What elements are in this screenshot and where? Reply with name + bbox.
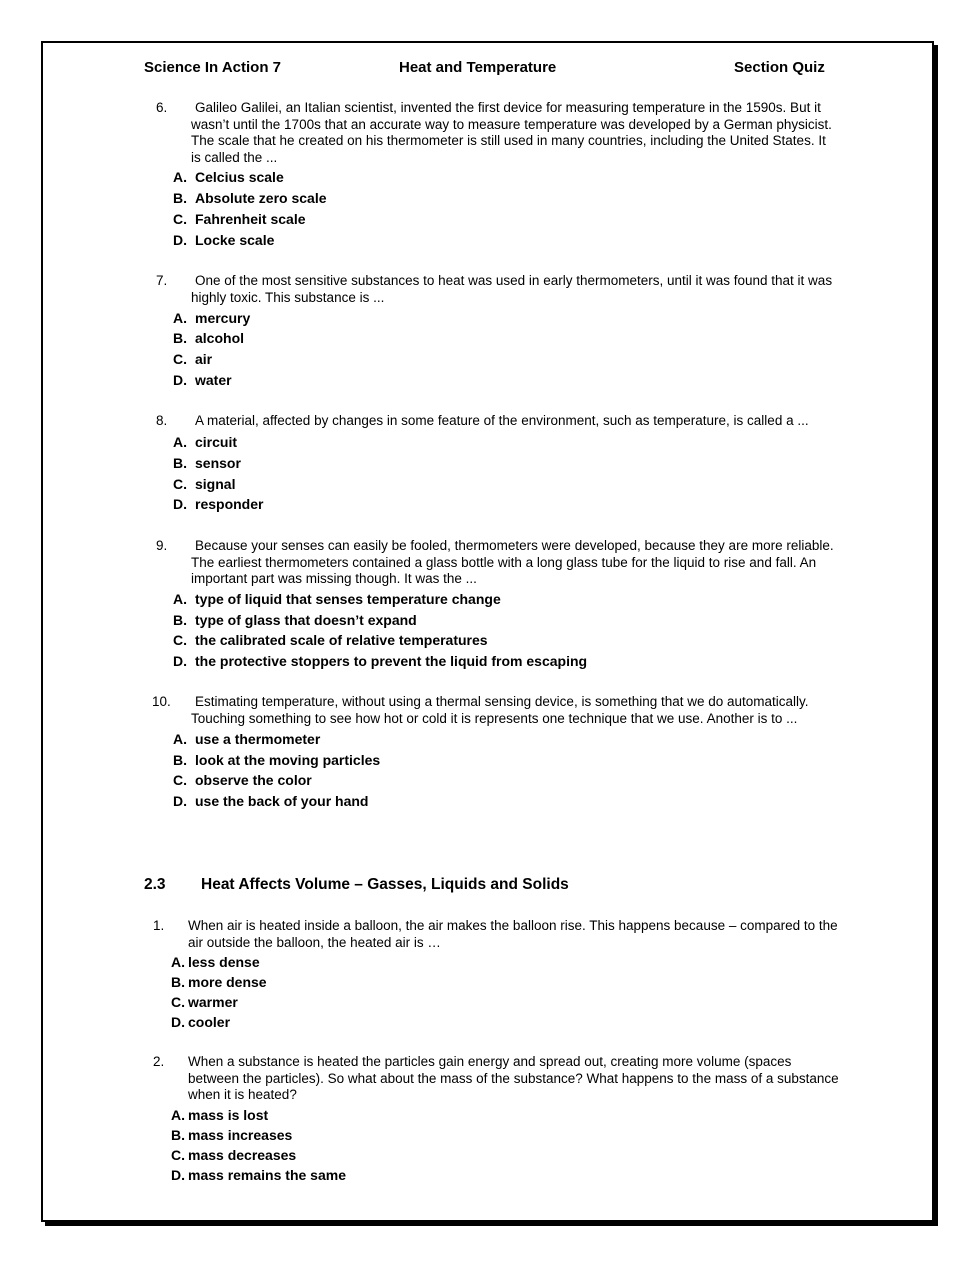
- option-b[interactable]: [173, 330, 244, 347]
- option-text: mass remains the same: [188, 1167, 346, 1183]
- option-letter: A.: [173, 731, 187, 747]
- option-c[interactable]: [173, 632, 488, 649]
- option-text: circuit: [195, 434, 238, 450]
- option-text: Celcius scale: [195, 169, 284, 185]
- option-a[interactable]: [171, 954, 260, 971]
- option-letter: B.: [173, 752, 187, 768]
- option-text: observe the color: [195, 772, 312, 788]
- option-b[interactable]: [173, 455, 241, 472]
- option-letter: A.: [173, 434, 187, 450]
- option-b[interactable]: [171, 1127, 292, 1144]
- option-c[interactable]: [171, 1147, 296, 1164]
- option-text: mass decreases: [188, 1147, 297, 1163]
- question-number: 8.: [156, 413, 168, 428]
- option-letter: D.: [173, 372, 187, 388]
- option-letter: C.: [171, 994, 185, 1010]
- unit-title: Heat and Temperature: [399, 59, 557, 76]
- option-text: alcohol: [195, 330, 245, 346]
- option-letter: D.: [173, 496, 187, 512]
- option-text: mercury: [195, 310, 251, 326]
- option-d[interactable]: [173, 372, 232, 389]
- quiz-type: Section Quiz: [734, 59, 825, 76]
- question-text: Because your senses can easily be fooled, thermometers were developed, because they are more reliable. The earliest thermometers contained a glass bottle with a long glass tube for the liquid to rise and fall. An important part was missing though. It was the ...: [191, 538, 834, 586]
- option-a[interactable]: [173, 169, 284, 186]
- option-c[interactable]: [173, 211, 306, 228]
- question-number: 9.: [156, 538, 168, 553]
- option-d[interactable]: [173, 653, 587, 670]
- option-letter: B.: [173, 612, 187, 628]
- option-text: cooler: [188, 1014, 231, 1030]
- question-number: 7.: [156, 273, 168, 288]
- question-number: 1.: [153, 918, 165, 933]
- question-number: 10.: [152, 694, 171, 709]
- option-text: mass is lost: [188, 1107, 269, 1123]
- option-b[interactable]: [173, 190, 327, 207]
- option-letter: A.: [173, 169, 187, 185]
- question-text: When a substance is heated the particles gain energy and spread out, creating more volume (spaces between the particles). So what about the mass of the substance? What happens to the mass of a substance when it is heated?: [188, 1054, 839, 1102]
- option-c[interactable]: [173, 476, 235, 493]
- option-text: more dense: [188, 974, 267, 990]
- question-text: Galileo Galilei, an Italian scientist, invented the first device for measuring temperature in the 1590s. But it wasn’t until the 1700s that an accurate way to measure temperature was developed by a German physicist. The scale that he created on his thermometer is still used in many countries, including the United States. It is called the ...: [191, 100, 832, 165]
- option-text: signal: [195, 476, 236, 492]
- option-text: less dense: [188, 954, 260, 970]
- option-text: the calibrated scale of relative temperatures: [195, 632, 488, 648]
- option-text: the protective stoppers to prevent the liquid from escaping: [195, 653, 588, 669]
- option-c[interactable]: [173, 772, 312, 789]
- option-a[interactable]: [171, 1107, 268, 1124]
- question-text: Estimating temperature, without using a thermal sensing device, is something that we do automatically. Touching something to see how hot or cold it is represents one technique that we use. Another is to ...: [191, 694, 809, 726]
- option-text: type of glass that doesn’t expand: [195, 612, 417, 628]
- option-a[interactable]: [173, 310, 250, 327]
- section-number: 2.3: [144, 876, 166, 893]
- question-text: When air is heated inside a balloon, the air makes the balloon rise. This happens because – compared to the air outside the balloon, the heated air is …: [188, 918, 838, 950]
- option-letter: A.: [173, 310, 187, 326]
- course-title: Science In Action 7: [144, 59, 281, 76]
- option-c[interactable]: [173, 351, 212, 368]
- option-a[interactable]: [173, 731, 320, 748]
- option-d[interactable]: [171, 1167, 346, 1184]
- option-b[interactable]: [173, 612, 417, 629]
- option-b[interactable]: [171, 974, 267, 991]
- question-text: A material, affected by changes in some feature of the environment, such as temperature, is called a ...: [195, 413, 809, 428]
- option-letter: B.: [173, 330, 187, 346]
- option-d[interactable]: [173, 793, 368, 810]
- option-letter: D.: [171, 1167, 185, 1183]
- option-letter: C.: [173, 632, 187, 648]
- option-c[interactable]: [171, 994, 238, 1011]
- option-letter: C.: [173, 772, 187, 788]
- option-text: sensor: [195, 455, 241, 471]
- option-letter: D.: [173, 232, 187, 248]
- option-letter: D.: [173, 793, 187, 809]
- option-d[interactable]: [173, 232, 274, 249]
- option-text: air: [195, 351, 213, 367]
- option-text: water: [195, 372, 232, 388]
- option-text: use the back of your hand: [195, 793, 369, 809]
- option-text: Locke scale: [195, 232, 275, 248]
- option-letter: B.: [173, 455, 187, 471]
- option-d[interactable]: [171, 1014, 230, 1031]
- option-letter: C.: [173, 351, 187, 367]
- option-d[interactable]: [173, 496, 263, 513]
- option-a[interactable]: [173, 591, 501, 608]
- option-letter: B.: [171, 974, 185, 990]
- question-number: 2.: [153, 1054, 165, 1069]
- option-text: type of liquid that senses temperature change: [195, 591, 501, 607]
- option-letter: C.: [171, 1147, 185, 1163]
- option-text: Absolute zero scale: [195, 190, 327, 206]
- option-a[interactable]: [173, 434, 237, 451]
- option-text: warmer: [188, 994, 238, 1010]
- option-text: use a thermometer: [195, 731, 321, 747]
- option-text: look at the moving particles: [195, 752, 381, 768]
- option-text: responder: [195, 496, 264, 512]
- option-letter: A.: [171, 1107, 185, 1123]
- option-letter: A.: [173, 591, 187, 607]
- option-b[interactable]: [173, 752, 380, 769]
- option-letter: B.: [171, 1127, 185, 1143]
- option-letter: C.: [173, 476, 187, 492]
- option-text: Fahrenheit scale: [195, 211, 306, 227]
- option-letter: D.: [173, 653, 187, 669]
- option-letter: C.: [173, 211, 187, 227]
- option-text: mass increases: [188, 1127, 293, 1143]
- section-title: Heat Affects Volume – Gasses, Liquids and Solids: [201, 876, 569, 893]
- question-number: 6.: [156, 100, 168, 115]
- option-letter: B.: [173, 190, 187, 206]
- question-text: One of the most sensitive substances to heat was used in early thermometers, until it was found that it was highly toxic. This substance is ...: [191, 273, 833, 305]
- option-letter: A.: [171, 954, 185, 970]
- option-letter: D.: [171, 1014, 185, 1030]
